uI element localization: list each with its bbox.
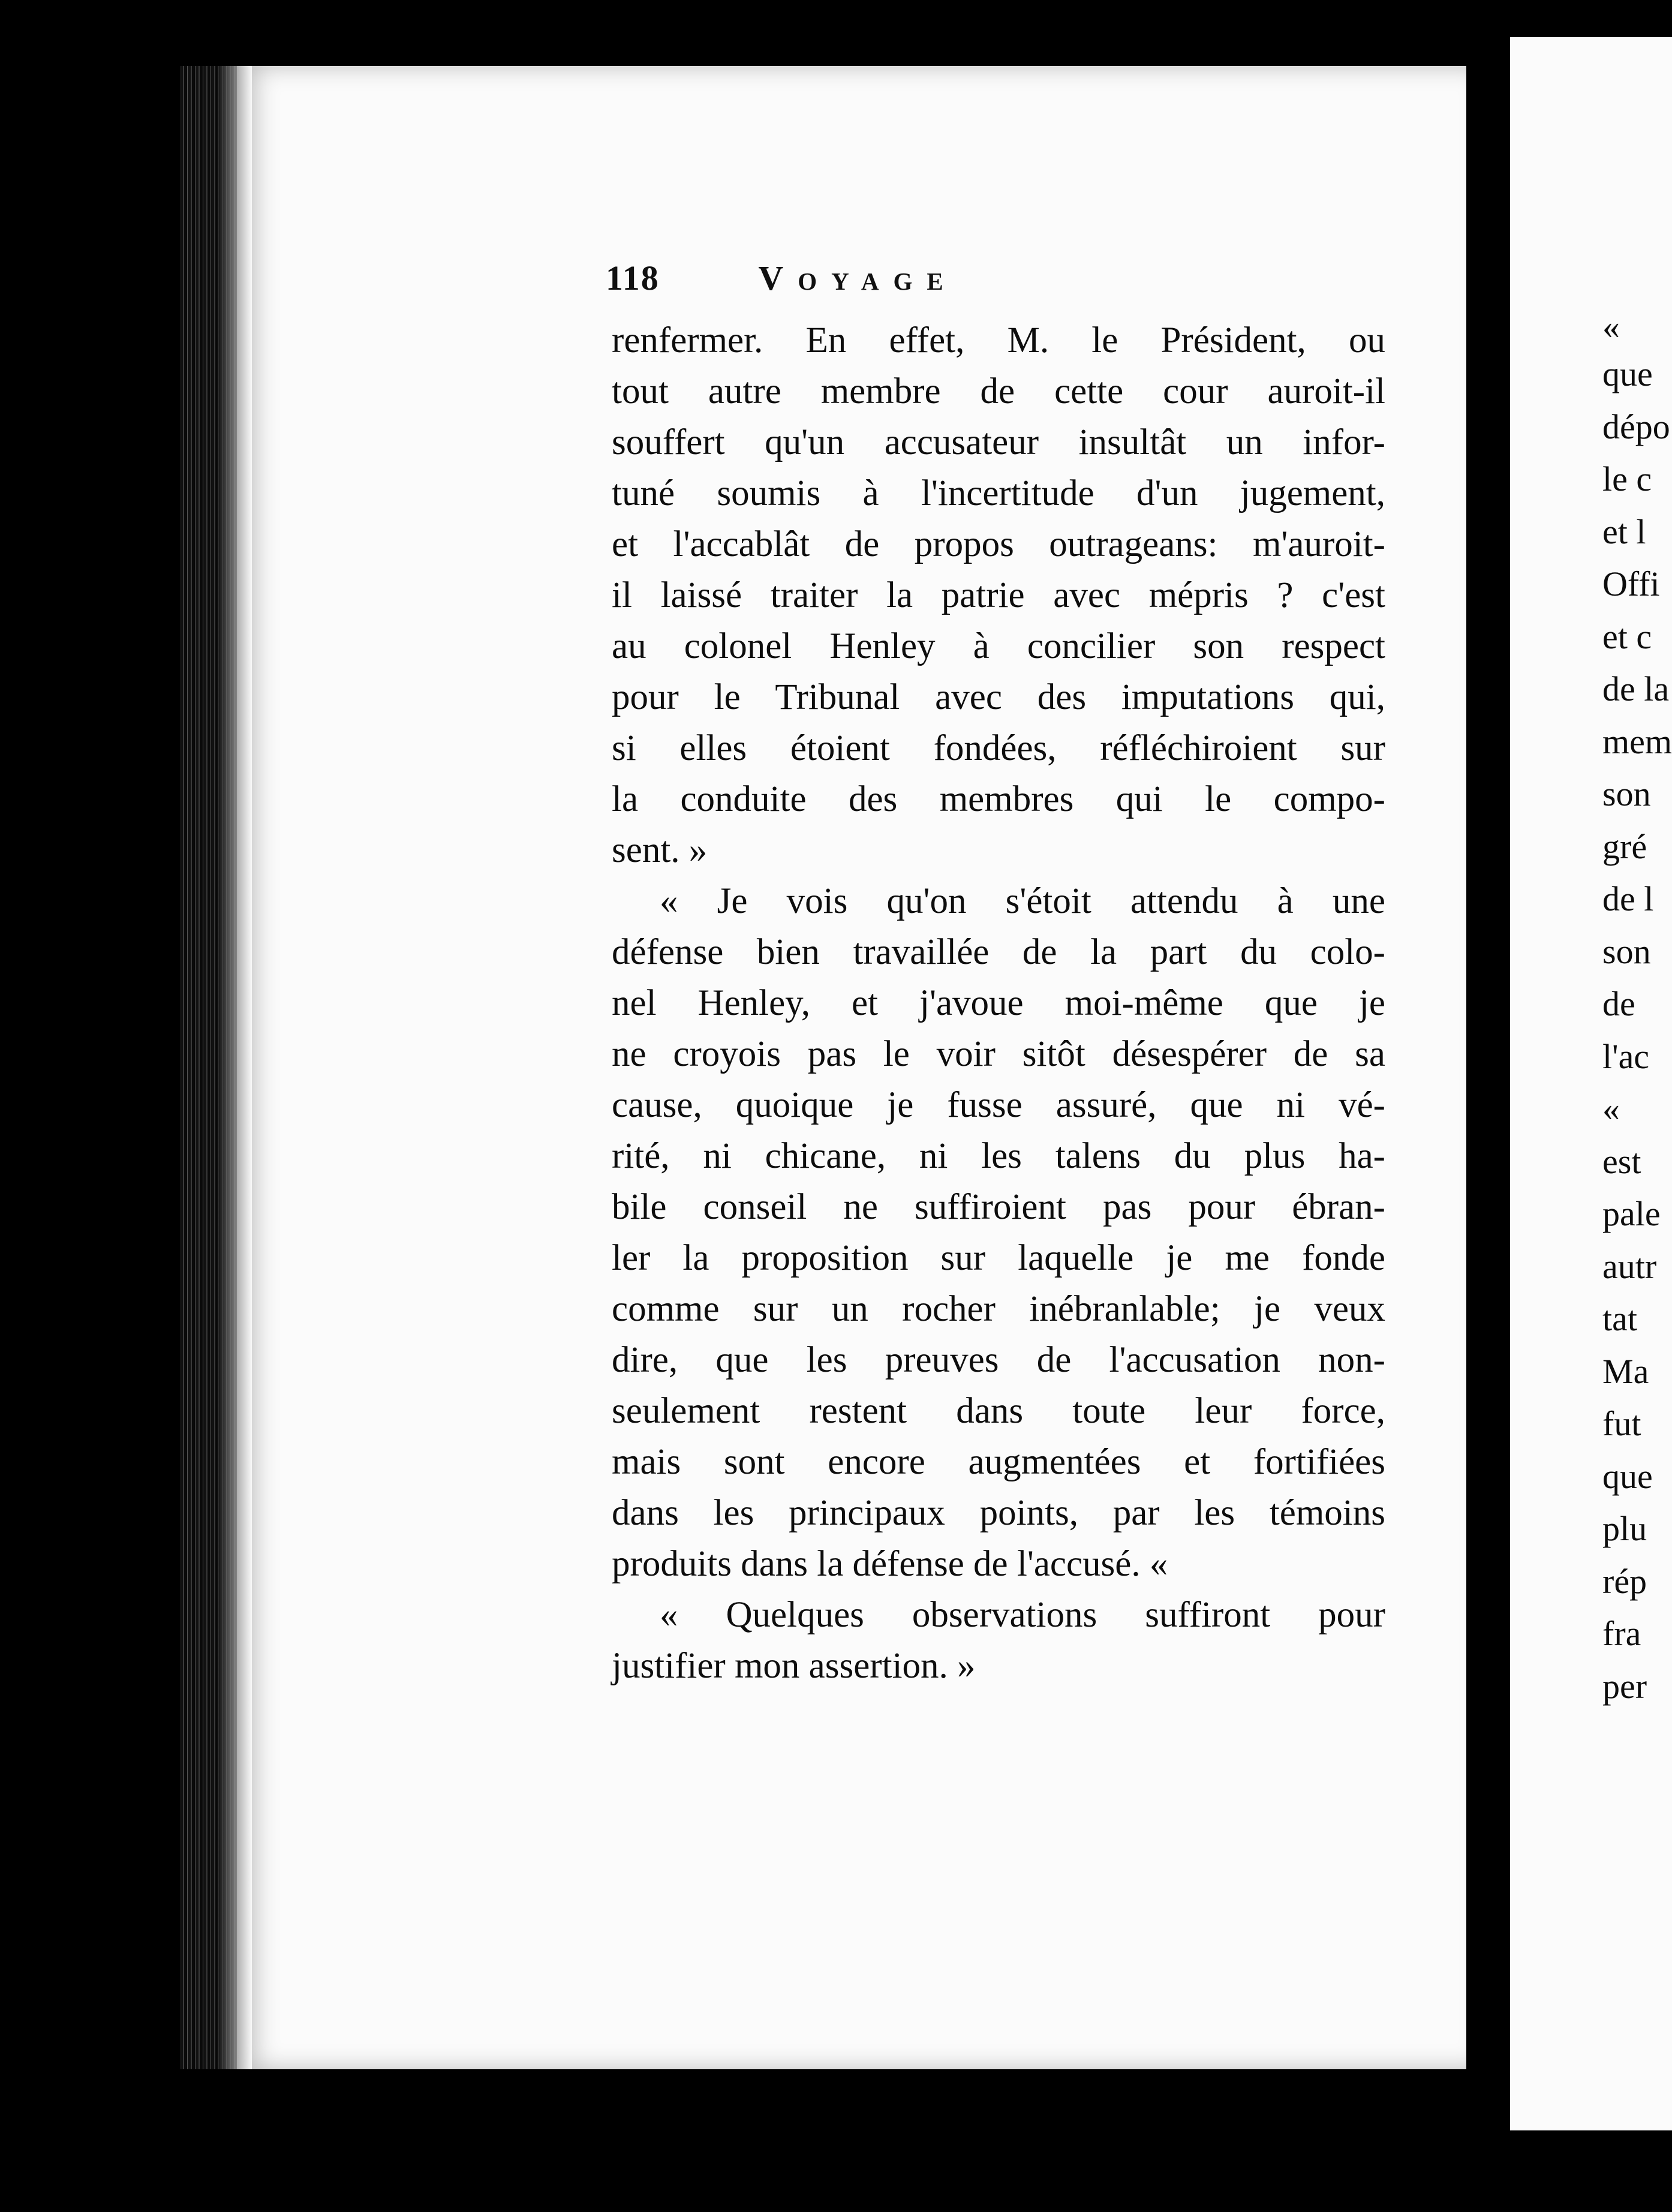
right-text-line: le c [1602,459,1652,498]
right-text-line: que [1602,1456,1653,1496]
right-text-line: et l [1602,512,1646,551]
text-line: nel Henley, et j'avoue moi-même que je [612,983,1385,1023]
right-text-line: son [1602,931,1651,971]
right-page-text [1602,306,1672,1712]
right-text-line: de l [1602,879,1654,918]
right-text-line: « [1602,1089,1620,1128]
right-text-line: gré [1602,827,1647,866]
text-line: tuné soumis à l'incertitude d'un jugement, [612,473,1385,513]
book-gutter [1466,37,1510,2130]
page-edge-shadow [216,66,252,2069]
right-text-line: Ma [1602,1351,1649,1391]
right-text-line: rép [1602,1561,1647,1601]
text-line: et l'accablât de propos outrageans: m'auroit- [612,524,1385,564]
right-text-line: pale [1602,1194,1661,1233]
text-line: produits dans la défense de l'accusé. « [612,1544,1168,1584]
text-line: tout autre membre de cette cour auroit-il [612,371,1385,411]
right-text-line: « [1602,307,1620,346]
text-line: mais sont encore augmentées et fortifiées [612,1442,1385,1482]
right-text-line: et c [1602,617,1652,656]
text-line: dire, que les preuves de l'accusation non- [612,1340,1385,1380]
left-page-text [612,315,1385,1691]
right-text-line: fut [1602,1404,1641,1443]
text-line: « Quelques observations suffiront pour [660,1595,1385,1635]
text-line: si elles étoient fondées, réfléchiroient sur [612,728,1385,768]
text-line: sent. » [612,830,708,870]
right-text-line: son [1602,774,1651,813]
text-line: comme sur un rocher inébranlable; je veux [612,1289,1385,1329]
text-line: ne croyois pas le voir sitôt désespérer de sa [612,1034,1385,1074]
right-text-line: de [1602,984,1635,1023]
running-head [606,258,1145,306]
running-head-title: Voyage [758,259,958,297]
right-text-line: fra [1602,1614,1641,1653]
text-line: justifier mon assertion. » [612,1646,976,1686]
right-text-line: que [1602,354,1653,393]
text-line: au colonel Henley à concilier son respect [612,626,1385,666]
right-text-line: tat [1602,1299,1637,1338]
text-line: bile conseil ne suffiroient pas pour ébran- [612,1187,1385,1227]
right-text-line: Offi [1602,564,1660,603]
text-line: il laissé traiter la patrie avec mépris ? c'est [612,575,1385,615]
text-line: seulement restent dans toute leur force, [612,1391,1385,1431]
text-line: renfermer. En effet, M. le Président, ou [612,320,1385,360]
text-line: cause, quoique je fusse assuré, que ni vé- [612,1085,1385,1125]
text-line: ler la proposition sur laquelle je me fonde [612,1238,1385,1278]
text-line: défense bien travaillée de la part du colo- [612,932,1385,972]
right-text-line: l'ac [1602,1036,1650,1076]
right-text-line: mem [1602,722,1672,761]
page-number: 118 [606,259,660,297]
text-line: « Je vois qu'on s'étoit attendu à une [660,881,1385,921]
right-text-line: plu [1602,1509,1647,1548]
right-text-line: de la [1602,669,1670,708]
right-text-line: per [1602,1666,1647,1706]
text-line: la conduite des membres qui le compo- [612,779,1385,819]
right-text-line: dépo [1602,407,1670,446]
text-line: souffert qu'un accusateur insultât un infor- [612,422,1385,462]
text-line: rité, ni chicane, ni les talens du plus ha- [612,1136,1385,1176]
right-text-line: est [1602,1141,1641,1181]
text-line: pour le Tribunal avec des imputations qui, [612,677,1385,717]
text-line: dans les principaux points, par les témoins [612,1493,1385,1533]
right-text-line: autr [1602,1246,1657,1286]
